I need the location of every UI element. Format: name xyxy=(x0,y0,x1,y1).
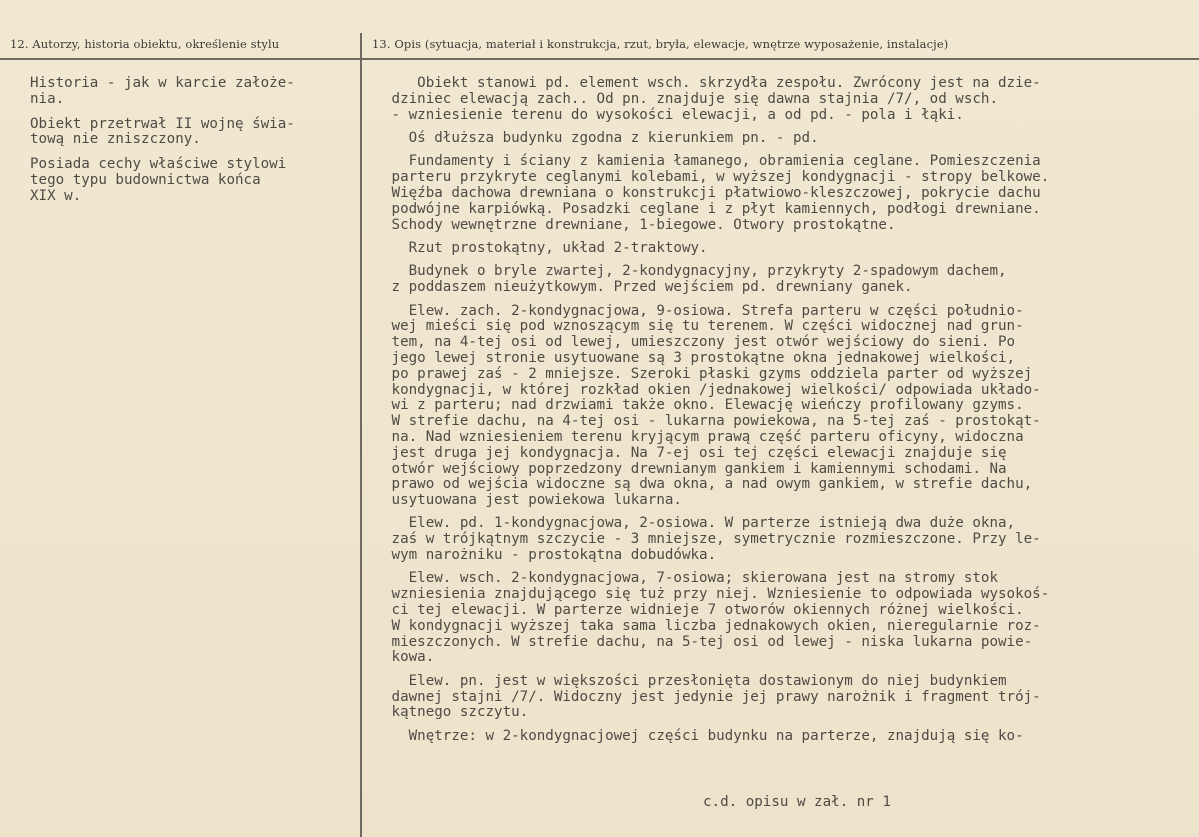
text-line: wym narożniku - prostokątna dobudówka. xyxy=(383,547,717,564)
paragraph xyxy=(383,131,1183,147)
text-line: wi z parteru; nad drzwiami także okno. Elewację wieńczy profilowany gzyms. xyxy=(383,397,1024,414)
paragraph xyxy=(383,304,1183,509)
text-line: tego typu budownictwa końca xyxy=(30,171,261,188)
text-line: na. Nad wzniesieniem terenu kryjącym prawą część parteru oficyny, widoczna xyxy=(383,428,1024,445)
text-line: wzniesienia znajdującego się tuż przy niej. Wzniesienie to odpowiada wysokoś- xyxy=(383,586,1050,603)
paragraph xyxy=(383,76,1183,123)
description-column xyxy=(383,76,1183,752)
text-line: Elew. zach. 2-kondygnacjowa, 9-osiowa. Strefa parteru w części południo- xyxy=(383,302,1024,319)
text-line: po prawej zaś - 2 mniejsze. Szeroki płaski gzyms oddziela parter od wyższej xyxy=(383,365,1033,382)
text-line: dziniec elewacją zach.. Od pn. znajduje się dawna stajnia /7/, od wsch. xyxy=(383,90,998,107)
text-line: Oś dłuższa budynku zgodna z kierunkiem pn. - pd. xyxy=(383,129,819,146)
continuation-note: c.d. opisu w zał. nr 1 xyxy=(703,794,891,810)
text-line: z poddaszem nieużytkowym. Przed wejściem pd. drewniany ganek. xyxy=(383,279,913,296)
paragraph xyxy=(383,516,1183,563)
text-line: Obiekt przetrwał II wojnę świa- xyxy=(30,115,295,132)
column-divider xyxy=(360,33,362,837)
text-line: wej mieści się pod wznoszącym się tu terenem. W części widocznej nad grun- xyxy=(383,318,1024,335)
text-line: Elew. wsch. 2-kondygnacjowa, 7-osiowa; skierowana jest na stromy stok xyxy=(383,570,998,587)
text-line: Budynek o bryle zwartej, 2-kondygnacyjny, przykryty 2-spadowym dachem, xyxy=(383,263,1007,280)
text-line: mieszczonych. W strefie dachu, na 5-tej osi od lewej - niska lukarna powie- xyxy=(383,633,1033,650)
text-line: prawo od wejścia widoczne są dwa okna, a nad owym gankiem, w strefie dachu, xyxy=(383,476,1033,493)
paragraph xyxy=(383,674,1183,721)
paragraph xyxy=(383,571,1183,666)
text-line: W strefie dachu, na 4-tej osi - lukarna powiekowa, na 5-tej zaś - prostokąt- xyxy=(383,413,1041,430)
text-line: Wnętrze: w 2-kondygnacjowej części budynku na parterze, znajdują się ko- xyxy=(383,727,1024,744)
text-line: parteru przykryte ceglanymi kolebami, w wyższej kondygnacji - stropy belkowe. xyxy=(383,169,1050,186)
text-line: Historia - jak w karcie założe- xyxy=(30,75,295,91)
text-line: kowa. xyxy=(383,649,435,666)
text-line: - wzniesienie terenu do wysokości elewacji, a od pd. - pola i łąki. xyxy=(383,106,964,123)
text-line: ci tej elewacji. W parterze widnieje 7 otworów okiennych różnej wielkości. xyxy=(383,602,1024,619)
text-line: usytuowana jest powiekowa lukarna. xyxy=(383,492,682,509)
text-line: tem, na 4-tej osi od lewej, umieszczony jest otwór wejściowy do sieni. Po xyxy=(383,334,1016,351)
text-line: Fundamenty i ściany z kamienia łamanego, obramienia ceglane. Pomieszczenia xyxy=(383,153,1041,170)
text-line: podwójne karpiówką. Posadzki ceglane i z płyt kamiennych, podłogi drewniane. xyxy=(383,200,1041,217)
text-line: kondygnacji, w której rozkład okien /jednakowej wielkości/ odpowiada układo- xyxy=(383,381,1041,398)
text-line: Więźba dachowa drewniana o konstrukcji płatwiowo-kleszczowej, pokrycie dachu xyxy=(383,184,1041,201)
text-line: Posiada cechy właściwe stylowi xyxy=(30,156,287,173)
paragraph xyxy=(383,154,1183,233)
paragraph xyxy=(383,264,1183,296)
text-line: Rzut prostokątny, układ 2-traktowy. xyxy=(383,239,708,256)
text-line: Elew. pd. 1-kondygnacjowa, 2-osiowa. W parterze istnieją dwa duże okna, xyxy=(383,515,1016,532)
section-13-header: 13. Opis (sytuacja, materiał i konstrukcja, rzut, bryła, elewacje, wnętrze wyposażenie, instalacje) xyxy=(372,37,949,51)
text-line: dawnej stajni /7/. Widoczny jest jedynie jej prawy narożnik i fragment trój- xyxy=(383,688,1041,705)
text-line: W kondygnacji wyższej taka sama liczba jednakowych okien, nieregularnie roz- xyxy=(383,617,1041,634)
text-line: jego lewej stronie usytuowane są 3 prostokątne okna jednakowej wielkości, xyxy=(383,349,1016,366)
text-line: otwór wejściowy poprzedzony drewnianym gankiem i kamiennymi schodami. Na xyxy=(383,460,1007,477)
text-line: zaś w trójkątnym szczycie - 3 mniejsze, symetrycznie rozmieszczone. Przy le- xyxy=(383,531,1041,548)
history-column xyxy=(30,76,350,214)
text-line: tową nie zniszczony. xyxy=(30,131,201,148)
text-line: Schody wewnętrzne drewniane, 1-biegowe. Otwory prostokątne. xyxy=(383,216,896,233)
text-line: nia. xyxy=(30,90,65,107)
paragraph xyxy=(383,729,1183,745)
text-line: XIX w. xyxy=(30,187,82,204)
text-line: Obiekt stanowi pd. element wsch. skrzydła zespołu. Zwrócony jest na dzie- xyxy=(383,75,1041,91)
paragraph xyxy=(30,76,350,108)
paragraph xyxy=(30,117,350,149)
text-line: Elew. pn. jest w większości przesłonięta dostawionym do niej budynkiem xyxy=(383,672,1007,689)
text-line: kątnego szczytu. xyxy=(383,704,529,721)
section-12-header: 12. Autorzy, historia obiektu, określenie stylu xyxy=(10,37,280,51)
paragraph xyxy=(383,241,1183,257)
header-divider xyxy=(0,58,1199,60)
paragraph xyxy=(30,157,350,204)
text-line: jest druga jej kondygnacja. Na 7-ej osi tej części elewacji znajduje się xyxy=(383,444,1007,461)
